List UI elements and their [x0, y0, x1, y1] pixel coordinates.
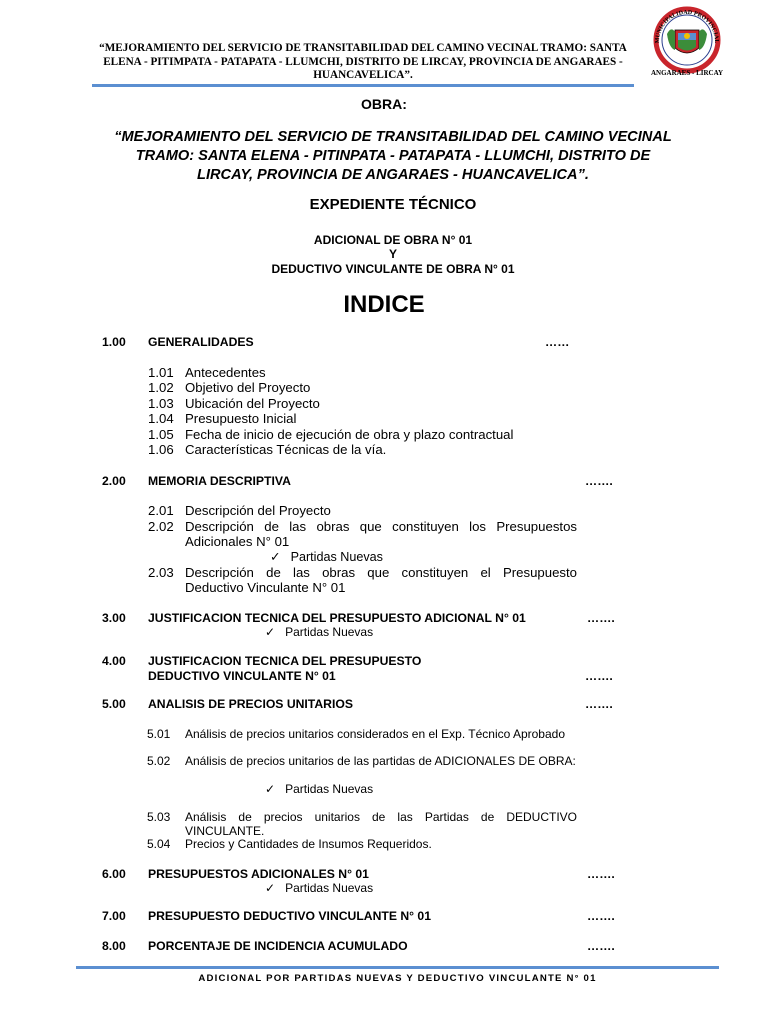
toc-section-title: GENERALIDADES: [148, 335, 254, 349]
indice-title: INDICE: [343, 291, 425, 318]
toc-item-number: 2.01: [148, 503, 174, 518]
toc-check-item: [270, 549, 383, 564]
toc-section-title: PORCENTAJE DE INCIDENCIA ACUMULADO: [148, 939, 408, 953]
adicional-subtitle: ADICIONAL DE OBRA N° 01: [313, 233, 473, 247]
toc-item-text: Presupuesto Inicial: [185, 411, 297, 426]
toc-dots: …….: [585, 474, 613, 488]
toc-section-title: PRESUPUESTO DEDUCTIVO VINCULANTE N° 01: [148, 909, 431, 923]
toc-item-number: 1.03: [148, 396, 174, 411]
toc-check-label: Partidas Nuevas: [290, 550, 383, 564]
toc-section-title: MEMORIA DESCRIPTIVA: [148, 474, 291, 488]
toc-dots: ……: [545, 335, 570, 349]
toc-item-number: 1.06: [148, 442, 174, 457]
toc-section-title: JUSTIFICACION TECNICA DEL PRESUPUESTO: [148, 654, 422, 668]
toc-section-number: 3.00: [102, 611, 126, 625]
toc-dots: …….: [587, 867, 615, 881]
toc-item-text: Descripción de las obras que constituyen los Presupuestos Adicionales N° 01: [185, 519, 577, 550]
toc-item-number: 1.04: [148, 411, 174, 426]
municipality-logo: [645, 4, 729, 80]
toc-item-text: Descripción de las obras que constituyen el Presupuesto Deductivo Vinculante N° 01: [185, 565, 577, 596]
toc-item-text: Antecedentes: [185, 365, 266, 380]
logo-bottom-text: ANGARAES - LIRCAY: [650, 69, 724, 77]
toc-item-number: 5.02: [147, 754, 171, 768]
toc-item-text: Características Técnicas de la vía.: [185, 442, 387, 457]
footer-text: ADICIONAL POR PARTIDAS NUEVAS Y DEDUCTIVO VINCULANTE N° 01: [198, 973, 597, 984]
check-icon: ✓: [265, 881, 276, 895]
toc-item-number: 5.01: [147, 727, 171, 741]
check-icon: ✓: [270, 550, 281, 564]
toc-dots: …….: [585, 669, 613, 683]
toc-item-text: Objetivo del Proyecto: [185, 380, 311, 395]
toc-dots: …….: [585, 697, 613, 711]
logo-top-text: MUNICIPALIDAD PROVINCIAL: [654, 9, 720, 44]
toc-check-item: [265, 881, 373, 895]
toc-section-number: 1.00: [102, 335, 126, 349]
toc-item-number: 1.01: [148, 365, 174, 380]
check-icon: ✓: [265, 625, 276, 639]
toc-check-item: [265, 782, 373, 796]
toc-section-title: JUSTIFICACION TECNICA DEL PRESUPUESTO ADICIONAL N° 01: [148, 611, 526, 625]
obra-label: OBRA:: [361, 96, 407, 112]
obra-title: “MEJORAMIENTO DEL SERVICIO DE TRANSITABILIDAD DEL CAMINO VECINAL TRAMO: SANTA ELENA - PITINPATA - PATAPATA - LLUMCHI, DISTRITO DE LIRCAY, PROVINCIA DE ANGARAES - HUANCAVELICA”.: [114, 129, 672, 183]
deductivo-subtitle: DEDUCTIVO VINCULANTE DE OBRA N° 01: [271, 262, 515, 276]
header-rule: [92, 84, 634, 87]
toc-section-number: 7.00: [102, 909, 126, 923]
toc-item-text: Análisis de precios unitarios considerados en el Exp. Técnico Aprobado: [185, 727, 566, 741]
toc-section-number: 2.00: [102, 474, 126, 488]
toc-dots: …….: [587, 909, 615, 923]
toc-item-number: 5.03: [147, 810, 171, 824]
toc-section-title: ANALISIS DE PRECIOS UNITARIOS: [148, 697, 353, 711]
toc-item-text: Descripción del Proyecto: [185, 503, 331, 518]
toc-section-title: PRESUPUESTOS ADICIONALES N° 01: [148, 867, 369, 881]
toc-dots: …….: [587, 939, 615, 953]
y-subtitle: Y: [388, 247, 397, 261]
toc-check-label: Partidas Nuevas: [285, 881, 374, 895]
toc-item-number: 5.04: [147, 837, 171, 851]
check-icon: ✓: [265, 782, 276, 796]
toc-item-number: 2.02: [148, 519, 174, 534]
toc-dots: …….: [587, 611, 615, 625]
toc-item-text: Fecha de inicio de ejecución de obra y plazo contractual: [185, 427, 514, 442]
toc-check-item: [265, 625, 373, 639]
toc-section-number: 8.00: [102, 939, 126, 953]
toc-section-number: 5.00: [102, 697, 126, 711]
expediente-title: EXPEDIENTE TÉCNICO: [309, 196, 477, 213]
toc-item-text: Precios y Cantidades de Insumos Requeridos.: [185, 837, 432, 851]
toc-item-text: Análisis de precios unitarios de las Partidas de DEDUCTIVO VINCULANTE.: [185, 810, 577, 838]
footer-rule: [76, 966, 719, 969]
toc-item-number: 1.02: [148, 380, 174, 395]
toc-section-number: 6.00: [102, 867, 126, 881]
header-project-title: “MEJORAMIENTO DEL SERVICIO DE TRANSITABILIDAD DEL CAMINO VECINAL TRAMO: SANTA ELENA - PITIMPATA - PATAPATA - LLUMCHI, DISTRITO DE LIRCAY, PROVINCIA DE ANGARAES - HUANCAVELICA”.: [99, 42, 627, 81]
toc-item-number: 2.03: [148, 565, 174, 580]
toc-check-label: Partidas Nuevas: [285, 625, 374, 639]
toc-section-number: 4.00: [102, 654, 126, 668]
toc-section-title-line2: DEDUCTIVO VINCULANTE N° 01: [148, 669, 336, 683]
toc-item-text: Ubicación del Proyecto: [185, 396, 320, 411]
toc-item-text: Análisis de precios unitarios de las partidas de ADICIONALES DE OBRA:: [185, 754, 576, 768]
toc-check-label: Partidas Nuevas: [285, 782, 374, 796]
toc-item-number: 1.05: [148, 427, 174, 442]
